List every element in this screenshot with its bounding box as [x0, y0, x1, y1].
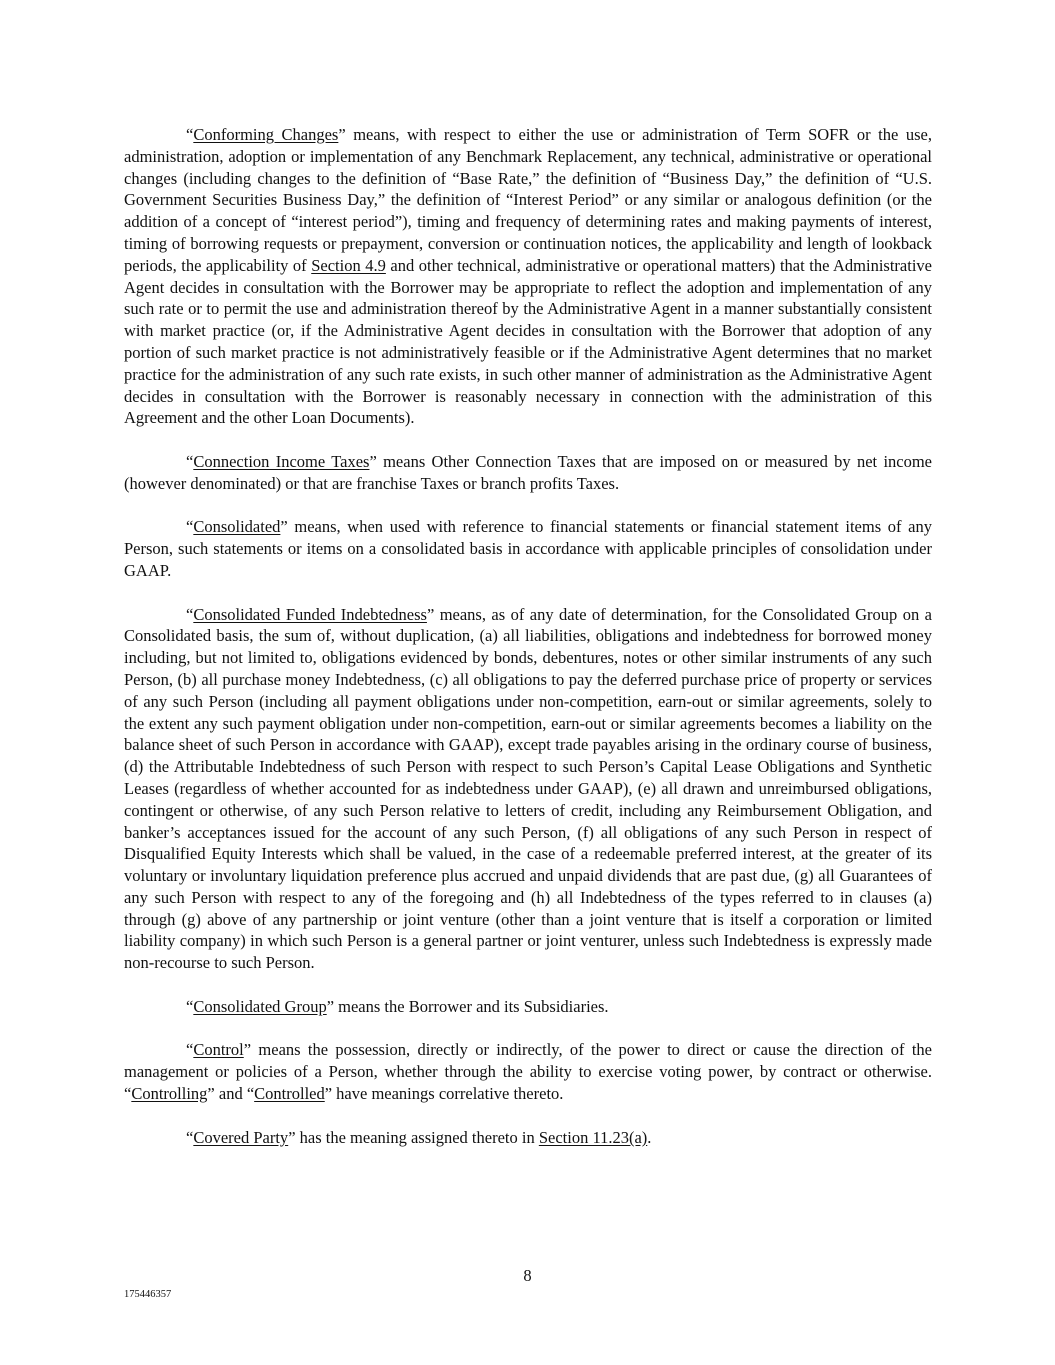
definition-consolidated-funded-indebtedness: “Consolidated Funded Indebtedness” means, as of any date of determination, for the Consolidated Group on a Consolidated basis, the sum of, without duplication, (a) all liabilities, obligations and indebtedness for borrowed money including, but not limited to, obligations evidenced by bonds, debentures, notes or other similar instruments of any such Person, (b) all purchase money Indebtedness, (c) all obligations to pay the deferred purchase price of property or services of any such Person (including all payment obligations under non-competition, earn-out or similar agreements, solely to the extent any such payment obligation under non-competition, earn-out or similar agreements becomes a liability on the balance sheet of such Person in accordance with GAAP), except trade payables arising in the ordinary course of business, (d) the Attributable Indebtedness of such Person with respect to such Person’s Capital Lease Obligations and Synthetic Leases (regardless of whether accounted for as indebtedness under GAAP), (e) all drawn and unreimbursed obligations, contingent or otherwise, of any such Person relative to letters of credit, including any Reimbursement Obligation, and banker’s acceptances issued for the account of any such Person, (f) all obligations of any such Person in respect of Disqualified Equity Interests which shall be valued, in the case of a redeemable preferred interest, at the greater of its voluntary or involuntary liquidation preference plus accrued and unpaid dividends that are past due, (g) all Guarantees of any such Person with respect to any of the foregoing and (h) all Indebtedness of the types referred to in clauses (a) through (g) above of any partnership or joint venture (other than a joint venture that is itself a corporation or limited liability company) in which such Person is a general partner or joint venturer, unless such Indebtedness is expressly made non-recourse to such Person. — [124, 604, 933, 973]
definition-text: ” means the possession, directly or indirectly, of the power to direct or cause the direction of the management or policies of a Person, whether through the ability to exercise voting power, by contract or otherwise. “ — [124, 1040, 932, 1104]
document-body — [124, 124, 932, 1170]
definition-text: ” means, as of any date of determination, for the Consolidated Group on a Consolidated basis, the sum of, without duplication, (a) all liabilities, obligations and indebtedness for borrowed money including, but not limited to, obligations evidenced by bonds, debentures, notes or other similar instruments of any such Person, (b) all purchase money Indebtedness, (c) all obligations to pay the deferred purchase price of property or services of any such Person (including all payment obligations under non-competition, earn-out or similar agreements, solely to the extent any such payment obligation under non-competition, earn-out or similar agreements becomes a liability on the balance sheet of such Person in accordance with GAAP), except trade payables arising in the ordinary course of business, (d) the Attributable Indebtedness of such Person with respect to such Person’s Capital Lease Obligations and Synthetic Leases (regardless of whether accounted for as indebtedness under GAAP), (e) all drawn and unreimbursed obligations, contingent or otherwise, of any such Person relative to letters of credit, including any Reimbursement Obligation, and banker’s acceptances issued for the account of any such Person, (f) all obligations of any such Person in respect of Disqualified Equity Interests which shall be valued, in the case of a redeemable preferred interest, at the greater of its voluntary or involuntary liquidation preference plus accrued and unpaid dividends that are past due, (g) all Guarantees of any such Person with respect to any of the foregoing and (h) all Indebtedness of the types referred to in clauses (a) through (g) above of any partnership or joint venture (other than a joint venture that is itself a corporation or limited liability company) in which such Person is a general partner or joint venturer, unless such Indebtedness is expressly made non-recourse to such Person. — [124, 604, 933, 973]
page-number: 8 — [523, 1266, 532, 1285]
document-id: 175446357 — [124, 1289, 172, 1300]
defined-term: Consolidated — [193, 517, 281, 537]
section-reference: Section 11.23(a) — [538, 1127, 648, 1147]
defined-term: Conforming Changes — [193, 125, 339, 144]
defined-term: Connection Income Taxes — [193, 451, 370, 471]
definition-control: “Control” means the possession, directly or indirectly, of the power to direct or cause the direction of the management or policies of a Person, whether through the ability to exercise voting power, by contract or otherwise. “Controlling” and “Controlled” have meanings correlative thereto. — [124, 1040, 932, 1104]
definition-consolidated-group: “Consolidated Group” means the Borrower and its Subsidiaries. — [186, 996, 609, 1016]
definition-text: ” and “ — [207, 1084, 255, 1104]
definition-text: ” has the meaning assigned thereto in — [288, 1127, 539, 1147]
definition-text: ” means, when used with reference to financial statements or financial statement items of any Person, such statements or items on a consolidated basis in accordance with applicable principles of consolidation under GAAP. — [124, 517, 932, 580]
definition-text: and other technical, administrative or operational matters) that the Administrative Agent decides in consultation with the Borrower may be appropriate to reflect the adoption and implementation of any such rate or to permit the use and administration thereof by the Administrative Agent in a manner substantially consistent with market practice (or, if the Administrative Agent decides in consultation with the Borrower that adoption of any portion of such market practice is not administratively feasible or if the Administrative Agent determines that no market practice for the administration of any such rate exists, in such other manner of administration as the Administrative Agent decides in consultation with the Borrower is reasonably necessary in connection with the administration of this Agreement and the other Loan Documents). — [124, 255, 932, 428]
definition-text: ” means, with respect to either the use or administration of Term SOFR or the use, administration, adoption or implementation of any Benchmark Replacement, any technical, administrative or operational changes (including changes to the definition of “Base Rate,” the definition of “Business Day,” the definition of “U.S. Government Securities Business Day,” the definition of “Interest Period” or any similar or analogous definition (or the addition of a concept of “interest period”), timing and frequency of determining rates and making payments of interest, timing of borrowing requests or prepayment, conversion or continuation notices, the applicability and length of lookback periods, the applicability of — [124, 125, 932, 275]
definition-conforming-changes: “Conforming Changes” means, with respect to either the use or administration of Term SOFR or the use, administration, adoption or implementation of any Benchmark Replacement, any technical, administrative or operational changes (including changes to the definition of “Base Rate,” the definition of “Business Day,” the definition of “U.S. Government Securities Business Day,” the definition of “Interest Period” or any similar or analogous definition (or the addition of a concept of “interest period”), timing and frequency of determining rates and making payments of interest, timing of borrowing requests or prepayment, conversion or continuation notices, the applicability and length of lookback periods, the applicability of Section 4.9 and other technical, administrative or operational matters) that the Administrative Agent decides in consultation with the Borrower may be appropriate to reflect the adoption and implementation of any such rate or to permit the use and administration thereof by the Administrative Agent in a manner substantially consistent with market practice (or, if the Administrative Agent decides in consultation with the Borrower that adoption of any portion of such market practice is not administratively feasible or if the Administrative Agent determines that no market practice for the administration of any such rate exists, in such other manner of administration as the Administrative Agent decides in consultation with the Borrower is reasonably necessary in connection with the administration of this Agreement and the other Loan Documents). — [124, 125, 932, 428]
definition-text-end: . — [647, 1127, 652, 1147]
definition-text: ” means Other Connection Taxes that are imposed on or measured by net income (however denominated) or that are franchise Taxes or branch profits Taxes. — [124, 451, 933, 493]
defined-term: Consolidated Group — [193, 996, 327, 1016]
definition-text: ” means the Borrower and its Subsidiaries. — [326, 996, 609, 1016]
defined-term-controlling: Controlling — [131, 1084, 208, 1104]
defined-term-controlled: Controlled — [254, 1084, 325, 1104]
section-reference: Section 4.9 — [311, 255, 386, 275]
defined-term: Covered Party — [193, 1127, 289, 1147]
defined-term: Consolidated Funded Indebtedness — [193, 604, 427, 624]
defined-term: Control — [193, 1040, 244, 1060]
definition-covered-party: “Covered Party” has the meaning assigned thereto in Section 11.23(a). — [186, 1127, 652, 1147]
definition-consolidated: “Consolidated” means, when used with reference to financial statements or financial statement items of any Person, such statements or items on a consolidated basis in accordance with applicable principles of consolidation under GAAP. — [124, 517, 932, 580]
definition-connection-income-taxes: “Connection Income Taxes” means Other Connection Taxes that are imposed on or measured by net income (however denominated) or that are franchise Taxes or branch profits Taxes. — [124, 451, 933, 493]
definition-text: ” have meanings correlative thereto. — [324, 1084, 564, 1104]
